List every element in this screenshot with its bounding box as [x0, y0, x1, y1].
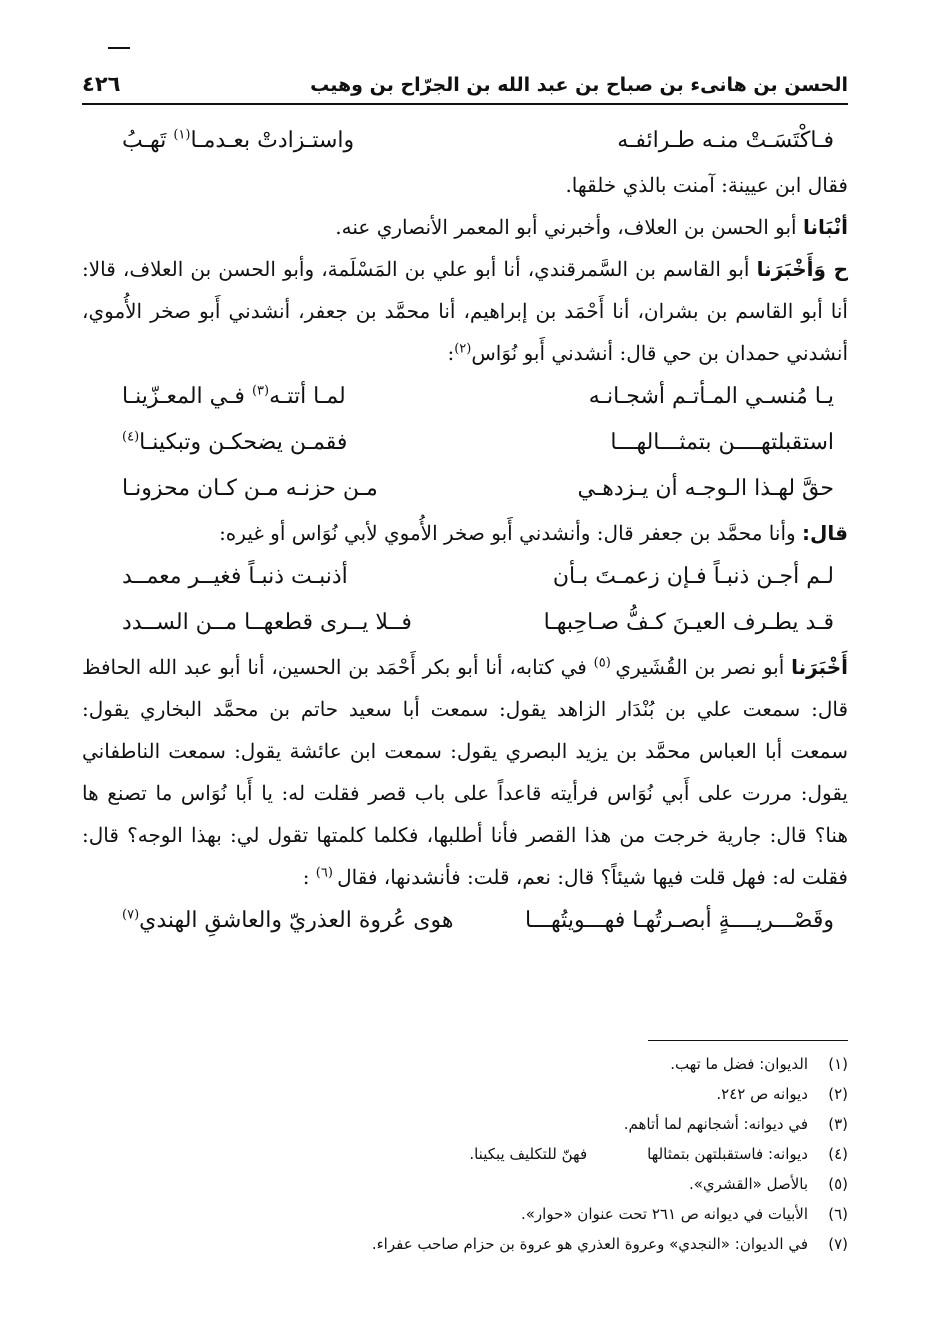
verse-hemistich-first: لـم أجـن ذنبـاً فـإن زعمـتَ بـأن — [552, 564, 834, 589]
verse-line — [82, 554, 848, 600]
verse-text: لمـا أتتـه — [269, 384, 346, 409]
footnote-ref: (٧) — [122, 907, 140, 923]
verse-line — [82, 420, 848, 466]
footnote-number: (١) — [828, 1055, 848, 1073]
verse-text: فقمـن يضحكـن وتبكينـا — [139, 430, 348, 455]
verse-hemistich-second — [122, 904, 464, 938]
footnote-number: (٤) — [828, 1145, 848, 1163]
paragraph — [82, 206, 848, 248]
footnote-text: في ديوانه: أشجانهم لما أتاهم. — [623, 1115, 808, 1133]
footnote-ref: (٢) — [454, 341, 472, 357]
footnote-ref: (٣) — [251, 383, 270, 399]
verse-hemistich-first: استقبلتهــــن بتمثـــالهـــا — [610, 430, 834, 455]
footnote-item — [82, 1169, 848, 1199]
footnote-text: في الديوان: «النجدي» وعروة العذري هو عروة بن حزام صاحب عفراء. — [371, 1235, 808, 1253]
paragraph-text: أبو القاسم بن السَّمرقندي، أنا أبو علي بن المَسْلَمة، وأبو الحسن بن العلاف، قالا: أنا أبو القاسم بن بشران، أنا أَحْمَد بن إبراهيم، أنا محمَّد بن جعفر، أنشدني أَبو صخر الأُموي، أنشدني حمدان بن حي قال: أنشدني أَبو نُوَاس — [82, 257, 848, 365]
paragraph — [82, 512, 848, 554]
verse-hemistich-second — [122, 380, 464, 414]
footnote-text: الديوان: فضل ما تهب. — [670, 1055, 808, 1073]
paragraph-text: أبو الحسن بن العلاف، وأخبرني أبو المعمر الأنصاري عنه. — [335, 215, 803, 239]
footnote-text-part: فهنّ للتكليف يبكينا. — [469, 1145, 588, 1163]
isnad-keyword: وَأَخْبَرَنا — [756, 257, 826, 281]
footnote-item — [82, 1079, 848, 1109]
verse-hemistich-second — [122, 426, 464, 460]
isnad-keyword: أنْبَانا — [802, 215, 848, 239]
running-title: الحسن بن هانىء بن صباح بن عبد الله بن الجرّاح بن وهيب — [310, 74, 848, 96]
verse-line — [82, 898, 848, 944]
paragraph-text: وأنا محمَّد بن جعفر قال: وأنشدني أَبو صخر الأُموي لأبي نُوَاس أو غيره: — [219, 521, 803, 545]
isnad-keyword: أَخْبَرَنا — [791, 655, 848, 679]
page-number: ٤٢٦ — [82, 72, 121, 96]
verse-line — [82, 600, 848, 646]
verse-text: فـي المعـزّينـا — [122, 384, 252, 409]
verse-hemistich-first: قـد يطـرف العيـنَ كـفُّ صـاحِبهـا — [543, 610, 834, 635]
footnote-text-part: ديوانه: فاستقبلتهن بتمثالها — [647, 1145, 808, 1163]
verse-line — [82, 374, 848, 420]
footnote-ref: (٤) — [122, 429, 140, 445]
verse-hemistich-second: أذنبـت ذنبـاً فغيــر معمــد — [122, 564, 348, 589]
paragraph-text: : — [447, 341, 455, 365]
isnad-marker: ح — [825, 257, 848, 281]
verse-hemistich-first: فـاكْتَسَـتْ منـه طـرائفـه — [617, 128, 834, 153]
footnote-item — [82, 1229, 848, 1259]
paragraph-text: في كتابه، أنا أبو بكر أَحْمَد بن الحسين، أنا أبو عبد الله الحافظ قال: سمعت علي بن بُنْدَار الزاهد يقول: سمعت أبا سعيد حاتم بن محمَّد البخاري يقول: سمعت أبا العباس محمَّد بن يزيد البصري يقول: سمعت ابن عائشة يقول: سمعت الناطفاني يقول: مررت على أَبي نُوَاس فرأيته قاعداً على باب قصر فقلت له: يا أَبا نُوَاس ما تصنع ها هنا؟ قال: جارية خرجت من هذا القصر فأنا أطلبها، فكلما كلمتها تقول لي: بهذا الوجه؟ قال: فقلت له: فهل قلت فيها شيئاً؟ قال: نعم، قلت: فأنشدنها، فقال — [82, 655, 848, 889]
footnote-item — [82, 1139, 848, 1169]
paragraph — [82, 646, 848, 898]
footnotes — [82, 1040, 848, 1259]
verse-text: هوى عُروة العذريّ والعاشقِ الهندي — [139, 908, 454, 933]
verse-text: واستـزادتْ بعـدمـا — [190, 128, 355, 153]
footnote-rule — [648, 1040, 848, 1041]
footnote-number: (٦) — [828, 1205, 848, 1223]
footnote-text — [82, 1139, 808, 1169]
paragraph-text: : — [302, 865, 316, 889]
corner-mark — [108, 47, 130, 49]
footnote-number: (٧) — [828, 1235, 848, 1253]
verse-line — [82, 466, 848, 512]
verse-hemistich-second: فــلا يــرى قطعهــا مــن الســدد — [122, 610, 412, 635]
footnote-ref: (٦) — [315, 865, 338, 881]
verse-text: تَهـبُ — [122, 128, 174, 153]
footnote-ref: (٥) — [593, 655, 616, 671]
footnote-item — [82, 1199, 848, 1229]
header-rule — [82, 103, 848, 105]
paragraph — [82, 248, 848, 374]
isnad-keyword: قال: — [802, 521, 848, 545]
verse-hemistich-first: وقَصْـــريــــةٍ أبصـرتُهـا فهـــويتُهـــا — [525, 908, 834, 933]
footnote-item — [82, 1049, 848, 1079]
verse-hemistich-first: حقَّ لهـذا الـوجـه أن يـزدهـي — [577, 476, 834, 501]
footnote-text: ديوانه ص ٢٤٢. — [716, 1085, 808, 1103]
footnote-ref: (١) — [173, 127, 191, 143]
footnote-number: (٥) — [828, 1175, 848, 1193]
verse-hemistich-first: يـا مُنسـي المـأتـم أشجـانـه — [588, 384, 834, 409]
footnote-number: (٢) — [828, 1085, 848, 1103]
verse-line — [82, 118, 848, 164]
paragraph-text: أبو نصر بن القُشَيري — [615, 655, 792, 679]
paragraph: فقال ابن عيينة: آمنت بالذي خلقها. — [565, 173, 848, 197]
verse-hemistich-second: مـن حزنـه مـن كـان محزونـا — [122, 476, 378, 501]
footnote-item — [82, 1109, 848, 1139]
page-header — [82, 62, 848, 96]
verse-hemistich-second — [122, 124, 464, 158]
footnote-number: (٣) — [828, 1115, 848, 1133]
footnote-text: الأبيات في ديوانه ص ٢٦١ تحت عنوان «حوار». — [520, 1205, 808, 1223]
main-text — [82, 118, 848, 944]
footnote-text: بالأصل «القشري». — [688, 1175, 808, 1193]
